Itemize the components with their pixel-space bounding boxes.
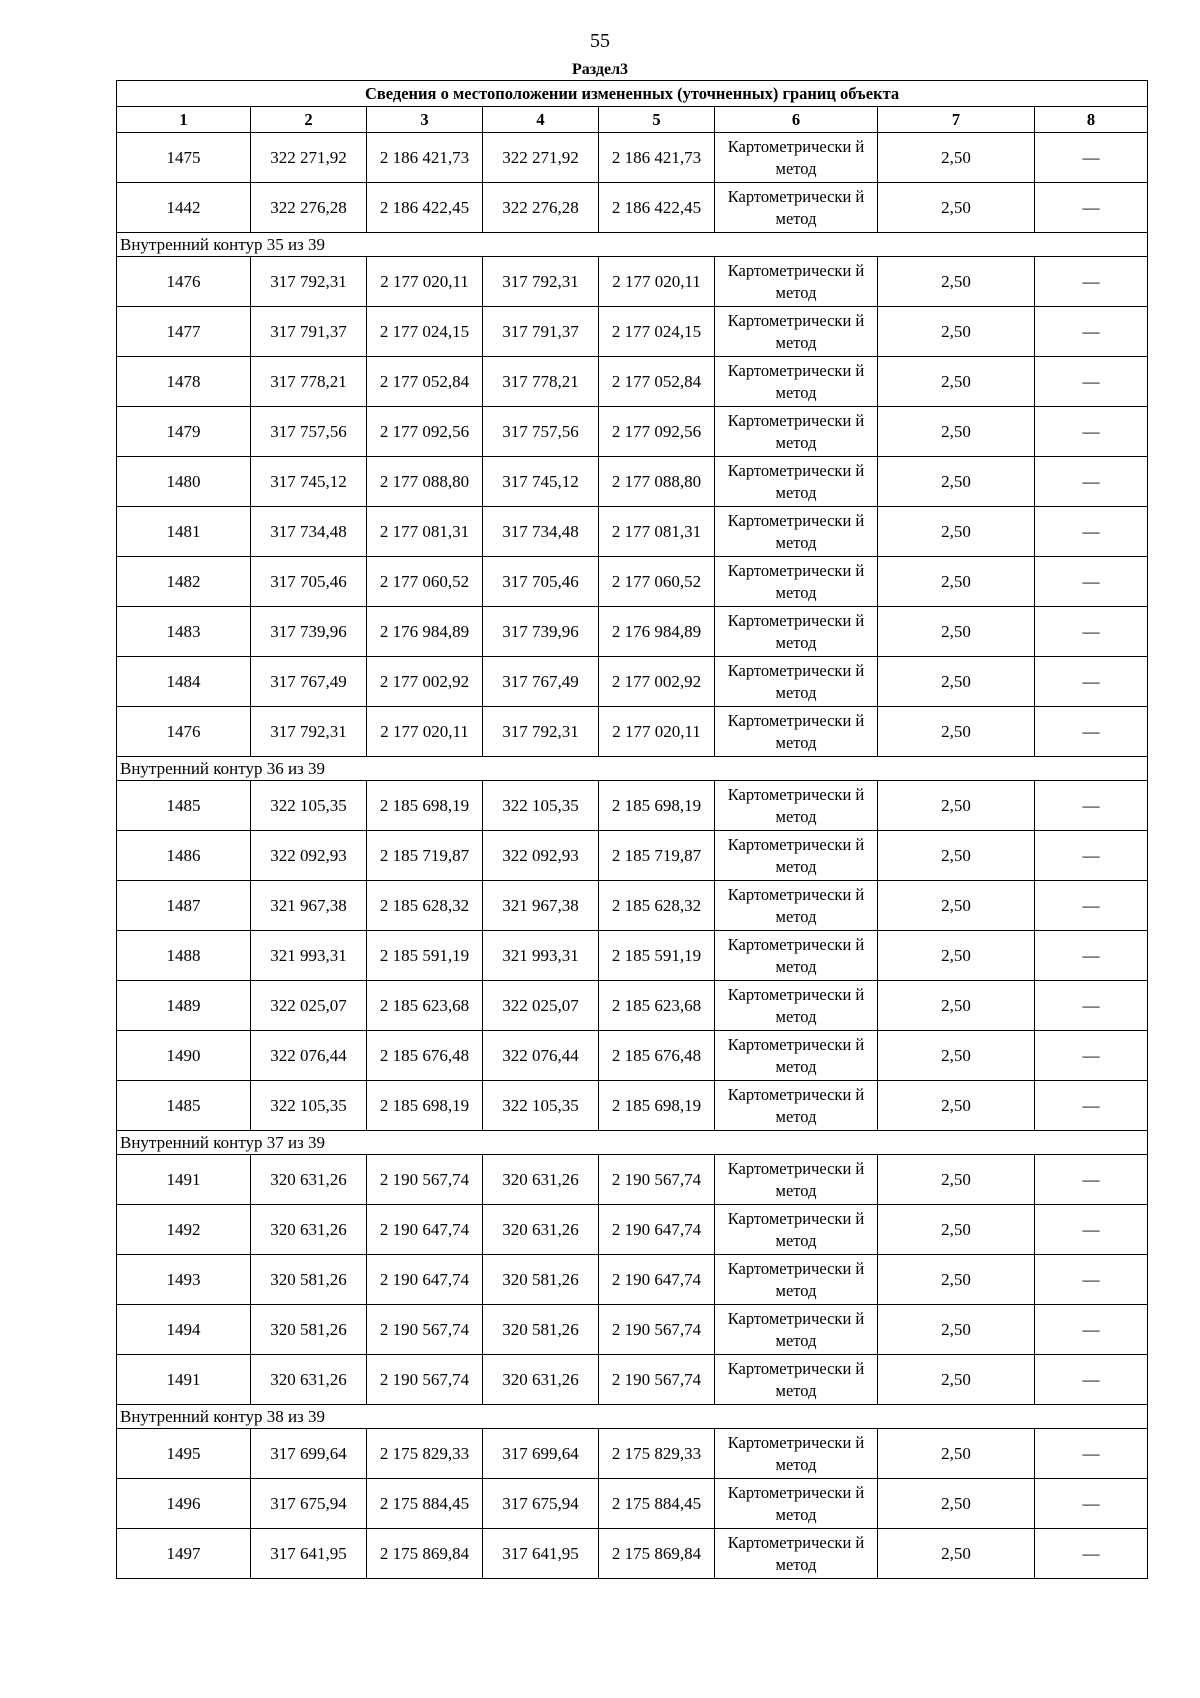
- cell-description: —: [1035, 1155, 1148, 1205]
- table-row: [117, 1155, 1148, 1205]
- cell-x-new: 317 757,56: [483, 407, 599, 457]
- cell-accuracy: 2,50: [878, 257, 1035, 307]
- cell-y-new: 2 190 567,74: [599, 1155, 715, 1205]
- cell-accuracy: 2,50: [878, 657, 1035, 707]
- cell-x-existing: 317 792,31: [251, 257, 367, 307]
- cell-y-new: 2 190 647,74: [599, 1205, 715, 1255]
- cell-x-existing: 317 705,46: [251, 557, 367, 607]
- cell-y-new: 2 177 020,11: [599, 257, 715, 307]
- cell-description: —: [1035, 1205, 1148, 1255]
- cell-y-new: 2 175 829,33: [599, 1429, 715, 1479]
- cell-x-existing: 317 757,56: [251, 407, 367, 457]
- cell-x-new: 322 271,92: [483, 133, 599, 183]
- cell-accuracy: 2,50: [878, 1529, 1035, 1579]
- cell-y-existing: 2 185 719,87: [367, 831, 483, 881]
- table-row: [117, 257, 1148, 307]
- cell-description: —: [1035, 183, 1148, 233]
- table-row: [117, 1429, 1148, 1479]
- cell-y-new: 2 177 060,52: [599, 557, 715, 607]
- cell-accuracy: 2,50: [878, 557, 1035, 607]
- cell-description: —: [1035, 257, 1148, 307]
- cell-accuracy: 2,50: [878, 981, 1035, 1031]
- contour-label: Внутренний контур 38 из 39: [117, 1405, 1148, 1429]
- cell-description: —: [1035, 707, 1148, 757]
- cell-point-number: 1479: [117, 407, 251, 457]
- cell-y-new: 2 190 647,74: [599, 1255, 715, 1305]
- table-row: [117, 307, 1148, 357]
- cell-y-existing: 2 185 698,19: [367, 1081, 483, 1131]
- cell-y-existing: 2 190 567,74: [367, 1355, 483, 1405]
- cell-y-new: 2 185 628,32: [599, 881, 715, 931]
- cell-point-number: 1497: [117, 1529, 251, 1579]
- column-number-2: 2: [251, 107, 367, 133]
- contour-label: Внутренний контур 37 из 39: [117, 1131, 1148, 1155]
- column-number-8: 8: [1035, 107, 1148, 133]
- boundary-table: [116, 80, 1148, 1579]
- cell-x-new: 317 791,37: [483, 307, 599, 357]
- cell-description: —: [1035, 657, 1148, 707]
- column-number-3: 3: [367, 107, 483, 133]
- cell-x-new: 317 767,49: [483, 657, 599, 707]
- cell-accuracy: 2,50: [878, 1031, 1035, 1081]
- cell-description: —: [1035, 1031, 1148, 1081]
- cell-x-existing: 322 092,93: [251, 831, 367, 881]
- cell-point-number: 1478: [117, 357, 251, 407]
- section-title: Раздел3: [571, 61, 629, 78]
- cell-accuracy: 2,50: [878, 1479, 1035, 1529]
- cell-method: Картометрически й метод: [715, 1205, 878, 1255]
- column-number-5: 5: [599, 107, 715, 133]
- cell-accuracy: 2,50: [878, 1205, 1035, 1255]
- table-row: [117, 981, 1148, 1031]
- cell-description: —: [1035, 557, 1148, 607]
- cell-y-existing: 2 177 020,11: [367, 257, 483, 307]
- cell-x-existing: 317 791,37: [251, 307, 367, 357]
- cell-accuracy: 2,50: [878, 781, 1035, 831]
- column-number-row: [117, 107, 1148, 133]
- cell-x-new: 317 675,94: [483, 1479, 599, 1529]
- cell-description: —: [1035, 981, 1148, 1031]
- table-row: [117, 931, 1148, 981]
- cell-x-existing: 317 641,95: [251, 1529, 367, 1579]
- table-row: [117, 1255, 1148, 1305]
- cell-description: —: [1035, 1255, 1148, 1305]
- table-row: [117, 557, 1148, 607]
- table-row: [117, 457, 1148, 507]
- cell-method: Картометрически й метод: [715, 133, 878, 183]
- cell-x-new: 322 025,07: [483, 981, 599, 1031]
- cell-y-new: 2 176 984,89: [599, 607, 715, 657]
- cell-method: Картометрически й метод: [715, 707, 878, 757]
- cell-x-new: 317 778,21: [483, 357, 599, 407]
- cell-x-new: 317 705,46: [483, 557, 599, 607]
- table-row: [117, 781, 1148, 831]
- table-body: [117, 133, 1148, 1579]
- cell-point-number: 1487: [117, 881, 251, 931]
- cell-y-existing: 2 190 567,74: [367, 1305, 483, 1355]
- cell-y-existing: 2 177 002,92: [367, 657, 483, 707]
- cell-x-existing: 317 792,31: [251, 707, 367, 757]
- cell-x-existing: 322 105,35: [251, 1081, 367, 1131]
- cell-y-new: 2 177 092,56: [599, 407, 715, 457]
- cell-point-number: 1442: [117, 183, 251, 233]
- cell-description: —: [1035, 1479, 1148, 1529]
- cell-point-number: 1477: [117, 307, 251, 357]
- cell-point-number: 1494: [117, 1305, 251, 1355]
- cell-accuracy: 2,50: [878, 607, 1035, 657]
- cell-y-new: 2 177 020,11: [599, 707, 715, 757]
- table-row: [117, 1081, 1148, 1131]
- cell-y-existing: 2 175 884,45: [367, 1479, 483, 1529]
- cell-point-number: 1490: [117, 1031, 251, 1081]
- page-number: 55: [590, 30, 610, 52]
- table-row: [117, 881, 1148, 931]
- cell-y-existing: 2 175 829,33: [367, 1429, 483, 1479]
- cell-y-new: 2 185 698,19: [599, 781, 715, 831]
- cell-y-existing: 2 177 024,15: [367, 307, 483, 357]
- cell-description: —: [1035, 357, 1148, 407]
- cell-method: Картометрически й метод: [715, 1355, 878, 1405]
- contour-header-row: [117, 1131, 1148, 1155]
- table-row: [117, 1305, 1148, 1355]
- cell-y-existing: 2 177 088,80: [367, 457, 483, 507]
- cell-x-new: 317 739,96: [483, 607, 599, 657]
- table-caption: Сведения о местоположении измененных (уточненных) границ объекта: [117, 81, 1148, 107]
- table-row: [117, 1205, 1148, 1255]
- cell-description: —: [1035, 133, 1148, 183]
- cell-method: Картометрически й метод: [715, 557, 878, 607]
- table-row: [117, 183, 1148, 233]
- cell-y-existing: 2 186 421,73: [367, 133, 483, 183]
- cell-point-number: 1491: [117, 1155, 251, 1205]
- cell-x-existing: 322 271,92: [251, 133, 367, 183]
- cell-x-existing: 320 631,26: [251, 1155, 367, 1205]
- cell-method: Картометрически й метод: [715, 1479, 878, 1529]
- cell-accuracy: 2,50: [878, 1081, 1035, 1131]
- cell-method: Картометрически й метод: [715, 931, 878, 981]
- cell-y-new: 2 177 081,31: [599, 507, 715, 557]
- table-row: [117, 407, 1148, 457]
- cell-description: —: [1035, 507, 1148, 557]
- cell-description: —: [1035, 931, 1148, 981]
- contour-header-row: [117, 233, 1148, 257]
- table-row: [117, 707, 1148, 757]
- table-row: [117, 1355, 1148, 1405]
- cell-method: Картометрически й метод: [715, 881, 878, 931]
- cell-y-existing: 2 185 623,68: [367, 981, 483, 1031]
- cell-x-existing: 317 778,21: [251, 357, 367, 407]
- cell-y-existing: 2 185 628,32: [367, 881, 483, 931]
- cell-method: Картометрически й метод: [715, 407, 878, 457]
- cell-description: —: [1035, 1429, 1148, 1479]
- cell-accuracy: 2,50: [878, 133, 1035, 183]
- cell-y-existing: 2 177 081,31: [367, 507, 483, 557]
- cell-accuracy: 2,50: [878, 507, 1035, 557]
- cell-accuracy: 2,50: [878, 1255, 1035, 1305]
- cell-method: Картометрически й метод: [715, 831, 878, 881]
- cell-method: Картометрически й метод: [715, 1305, 878, 1355]
- cell-x-existing: 317 699,64: [251, 1429, 367, 1479]
- cell-x-new: 322 105,35: [483, 781, 599, 831]
- cell-y-new: 2 175 884,45: [599, 1479, 715, 1529]
- cell-point-number: 1476: [117, 257, 251, 307]
- cell-method: Картометрически й метод: [715, 183, 878, 233]
- cell-x-existing: 317 745,12: [251, 457, 367, 507]
- cell-accuracy: 2,50: [878, 1155, 1035, 1205]
- cell-point-number: 1486: [117, 831, 251, 881]
- cell-x-new: 322 092,93: [483, 831, 599, 881]
- column-number-1: 1: [117, 107, 251, 133]
- cell-y-new: 2 185 591,19: [599, 931, 715, 981]
- cell-accuracy: 2,50: [878, 881, 1035, 931]
- table-row: [117, 607, 1148, 657]
- cell-method: Картометрически й метод: [715, 257, 878, 307]
- table-row: [117, 657, 1148, 707]
- cell-point-number: 1493: [117, 1255, 251, 1305]
- cell-method: Картометрически й метод: [715, 1155, 878, 1205]
- cell-x-existing: 320 631,26: [251, 1205, 367, 1255]
- cell-x-new: 317 792,31: [483, 257, 599, 307]
- cell-y-existing: 2 175 869,84: [367, 1529, 483, 1579]
- column-number-6: 6: [715, 107, 878, 133]
- cell-x-new: 317 792,31: [483, 707, 599, 757]
- cell-y-existing: 2 190 647,74: [367, 1205, 483, 1255]
- cell-x-existing: 321 967,38: [251, 881, 367, 931]
- cell-point-number: 1496: [117, 1479, 251, 1529]
- cell-description: —: [1035, 831, 1148, 881]
- cell-description: —: [1035, 307, 1148, 357]
- table-row: [117, 1479, 1148, 1529]
- cell-method: Картометрически й метод: [715, 1081, 878, 1131]
- cell-description: —: [1035, 407, 1148, 457]
- cell-y-existing: 2 190 647,74: [367, 1255, 483, 1305]
- cell-x-new: 321 967,38: [483, 881, 599, 931]
- cell-method: Картометрически й метод: [715, 307, 878, 357]
- cell-y-existing: 2 176 984,89: [367, 607, 483, 657]
- cell-y-new: 2 177 024,15: [599, 307, 715, 357]
- cell-point-number: 1495: [117, 1429, 251, 1479]
- cell-description: —: [1035, 781, 1148, 831]
- table-row: [117, 1529, 1148, 1579]
- cell-x-new: 320 581,26: [483, 1305, 599, 1355]
- cell-x-new: 320 631,26: [483, 1155, 599, 1205]
- cell-point-number: 1476: [117, 707, 251, 757]
- contour-label: Внутренний контур 36 из 39: [117, 757, 1148, 781]
- cell-description: —: [1035, 881, 1148, 931]
- cell-point-number: 1485: [117, 781, 251, 831]
- cell-accuracy: 2,50: [878, 357, 1035, 407]
- cell-point-number: 1480: [117, 457, 251, 507]
- cell-x-new: 317 641,95: [483, 1529, 599, 1579]
- cell-x-new: 320 581,26: [483, 1255, 599, 1305]
- cell-x-new: 317 699,64: [483, 1429, 599, 1479]
- cell-accuracy: 2,50: [878, 1305, 1035, 1355]
- cell-x-new: 322 076,44: [483, 1031, 599, 1081]
- cell-point-number: 1482: [117, 557, 251, 607]
- cell-y-existing: 2 190 567,74: [367, 1155, 483, 1205]
- cell-y-new: 2 186 421,73: [599, 133, 715, 183]
- cell-point-number: 1484: [117, 657, 251, 707]
- cell-point-number: 1489: [117, 981, 251, 1031]
- cell-accuracy: 2,50: [878, 931, 1035, 981]
- cell-accuracy: 2,50: [878, 1429, 1035, 1479]
- cell-accuracy: 2,50: [878, 707, 1035, 757]
- cell-y-new: 2 190 567,74: [599, 1305, 715, 1355]
- cell-y-new: 2 185 676,48: [599, 1031, 715, 1081]
- cell-x-new: 321 993,31: [483, 931, 599, 981]
- cell-description: —: [1035, 1081, 1148, 1131]
- cell-description: —: [1035, 457, 1148, 507]
- cell-x-existing: 322 076,44: [251, 1031, 367, 1081]
- contour-header-row: [117, 757, 1148, 781]
- cell-x-existing: 317 767,49: [251, 657, 367, 707]
- cell-method: Картометрически й метод: [715, 981, 878, 1031]
- cell-x-existing: 320 581,26: [251, 1255, 367, 1305]
- cell-x-existing: 321 993,31: [251, 931, 367, 981]
- cell-accuracy: 2,50: [878, 831, 1035, 881]
- cell-y-existing: 2 177 060,52: [367, 557, 483, 607]
- contour-header-row: [117, 1405, 1148, 1429]
- table-row: [117, 133, 1148, 183]
- cell-point-number: 1492: [117, 1205, 251, 1255]
- cell-y-existing: 2 177 020,11: [367, 707, 483, 757]
- cell-y-new: 2 177 002,92: [599, 657, 715, 707]
- cell-method: Картометрически й метод: [715, 657, 878, 707]
- cell-method: Картометрически й метод: [715, 607, 878, 657]
- cell-x-existing: 317 739,96: [251, 607, 367, 657]
- cell-x-existing: 322 276,28: [251, 183, 367, 233]
- cell-accuracy: 2,50: [878, 1355, 1035, 1405]
- cell-y-new: 2 185 623,68: [599, 981, 715, 1031]
- cell-method: Картометрически й метод: [715, 1255, 878, 1305]
- cell-method: Картометрически й метод: [715, 1529, 878, 1579]
- cell-method: Картометрически й метод: [715, 357, 878, 407]
- cell-x-existing: 320 581,26: [251, 1305, 367, 1355]
- cell-method: Картометрически й метод: [715, 1429, 878, 1479]
- cell-method: Картометрически й метод: [715, 507, 878, 557]
- cell-y-existing: 2 177 092,56: [367, 407, 483, 457]
- table-row: [117, 1031, 1148, 1081]
- cell-point-number: 1475: [117, 133, 251, 183]
- cell-x-existing: 322 025,07: [251, 981, 367, 1031]
- cell-x-existing: 317 734,48: [251, 507, 367, 557]
- cell-y-new: 2 185 698,19: [599, 1081, 715, 1131]
- cell-description: —: [1035, 1305, 1148, 1355]
- table-row: [117, 507, 1148, 557]
- cell-x-new: 320 631,26: [483, 1355, 599, 1405]
- cell-method: Картометрически й метод: [715, 1031, 878, 1081]
- cell-x-existing: 317 675,94: [251, 1479, 367, 1529]
- cell-y-new: 2 190 567,74: [599, 1355, 715, 1405]
- cell-method: Картометрически й метод: [715, 457, 878, 507]
- cell-method: Картометрически й метод: [715, 781, 878, 831]
- contour-label: Внутренний контур 35 из 39: [117, 233, 1148, 257]
- cell-y-new: 2 175 869,84: [599, 1529, 715, 1579]
- cell-y-new: 2 177 052,84: [599, 357, 715, 407]
- cell-y-existing: 2 185 676,48: [367, 1031, 483, 1081]
- cell-x-existing: 320 631,26: [251, 1355, 367, 1405]
- cell-x-new: 320 631,26: [483, 1205, 599, 1255]
- cell-point-number: 1485: [117, 1081, 251, 1131]
- cell-y-existing: 2 186 422,45: [367, 183, 483, 233]
- cell-point-number: 1488: [117, 931, 251, 981]
- cell-y-new: 2 177 088,80: [599, 457, 715, 507]
- cell-x-new: 322 276,28: [483, 183, 599, 233]
- cell-y-new: 2 186 422,45: [599, 183, 715, 233]
- cell-accuracy: 2,50: [878, 183, 1035, 233]
- column-number-4: 4: [483, 107, 599, 133]
- table-row: [117, 831, 1148, 881]
- cell-y-new: 2 185 719,87: [599, 831, 715, 881]
- cell-x-new: 317 734,48: [483, 507, 599, 557]
- cell-point-number: 1491: [117, 1355, 251, 1405]
- cell-accuracy: 2,50: [878, 407, 1035, 457]
- cell-point-number: 1483: [117, 607, 251, 657]
- cell-y-existing: 2 185 698,19: [367, 781, 483, 831]
- cell-description: —: [1035, 1529, 1148, 1579]
- cell-x-new: 317 745,12: [483, 457, 599, 507]
- cell-y-existing: 2 185 591,19: [367, 931, 483, 981]
- cell-point-number: 1481: [117, 507, 251, 557]
- column-number-7: 7: [878, 107, 1035, 133]
- table-row: [117, 357, 1148, 407]
- cell-accuracy: 2,50: [878, 307, 1035, 357]
- cell-x-existing: 322 105,35: [251, 781, 367, 831]
- cell-accuracy: 2,50: [878, 457, 1035, 507]
- cell-description: —: [1035, 1355, 1148, 1405]
- cell-y-existing: 2 177 052,84: [367, 357, 483, 407]
- cell-x-new: 322 105,35: [483, 1081, 599, 1131]
- cell-description: —: [1035, 607, 1148, 657]
